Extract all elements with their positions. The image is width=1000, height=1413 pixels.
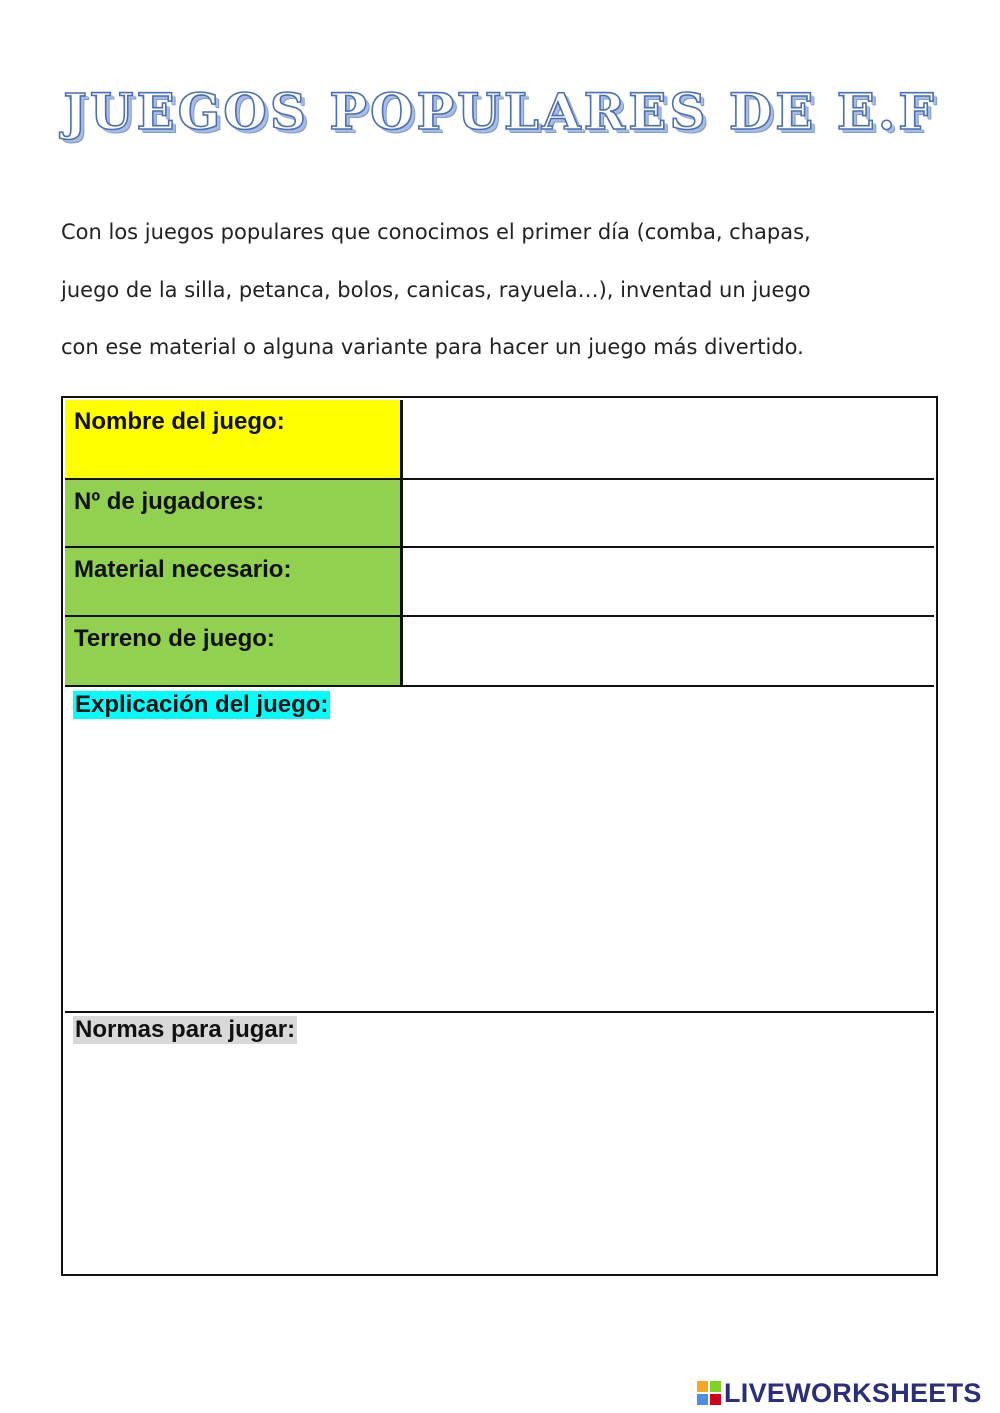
rules-field[interactable] [65, 1053, 934, 1274]
explanation-row [65, 685, 934, 1012]
rules-row [65, 1011, 934, 1274]
material-row [65, 546, 934, 616]
rules-label: Normas para jugar: [75, 1016, 296, 1043]
liveworksheets-logo [697, 1377, 982, 1409]
name-row [65, 400, 934, 478]
liveworksheets-logo-icon [697, 1381, 721, 1405]
instructions-line: juego de la silla, petanca, bolos, canicas, rayuela…), inventad un juego [61, 277, 811, 302]
instructions [61, 204, 941, 377]
logo-text: LIVEWORKSHEETS [724, 1377, 982, 1408]
name-field[interactable] [403, 400, 934, 478]
page-title: JUEGOS POPULARES DE E.F [63, 82, 937, 141]
players-label: Nº de jugadores: [65, 480, 403, 548]
terrain-field[interactable] [403, 617, 934, 686]
game-form [61, 396, 938, 1276]
players-field[interactable] [403, 480, 934, 548]
explanation-field[interactable] [65, 727, 934, 1012]
instructions-line: con ese material o alguna variante para hacer un juego más divertido. [61, 335, 804, 359]
name-label: Nombre del juego: [65, 400, 403, 478]
players-row [65, 478, 934, 548]
instructions-line: Con los juegos populares que conocimos el primer día (comba, chapas, [61, 220, 811, 244]
terrain-label: Terreno de juego: [65, 617, 403, 686]
explanation-label: Explicación del juego: [75, 691, 329, 718]
material-field[interactable] [403, 548, 934, 616]
terrain-row [65, 615, 934, 686]
material-label: Material necesario: [65, 548, 403, 616]
